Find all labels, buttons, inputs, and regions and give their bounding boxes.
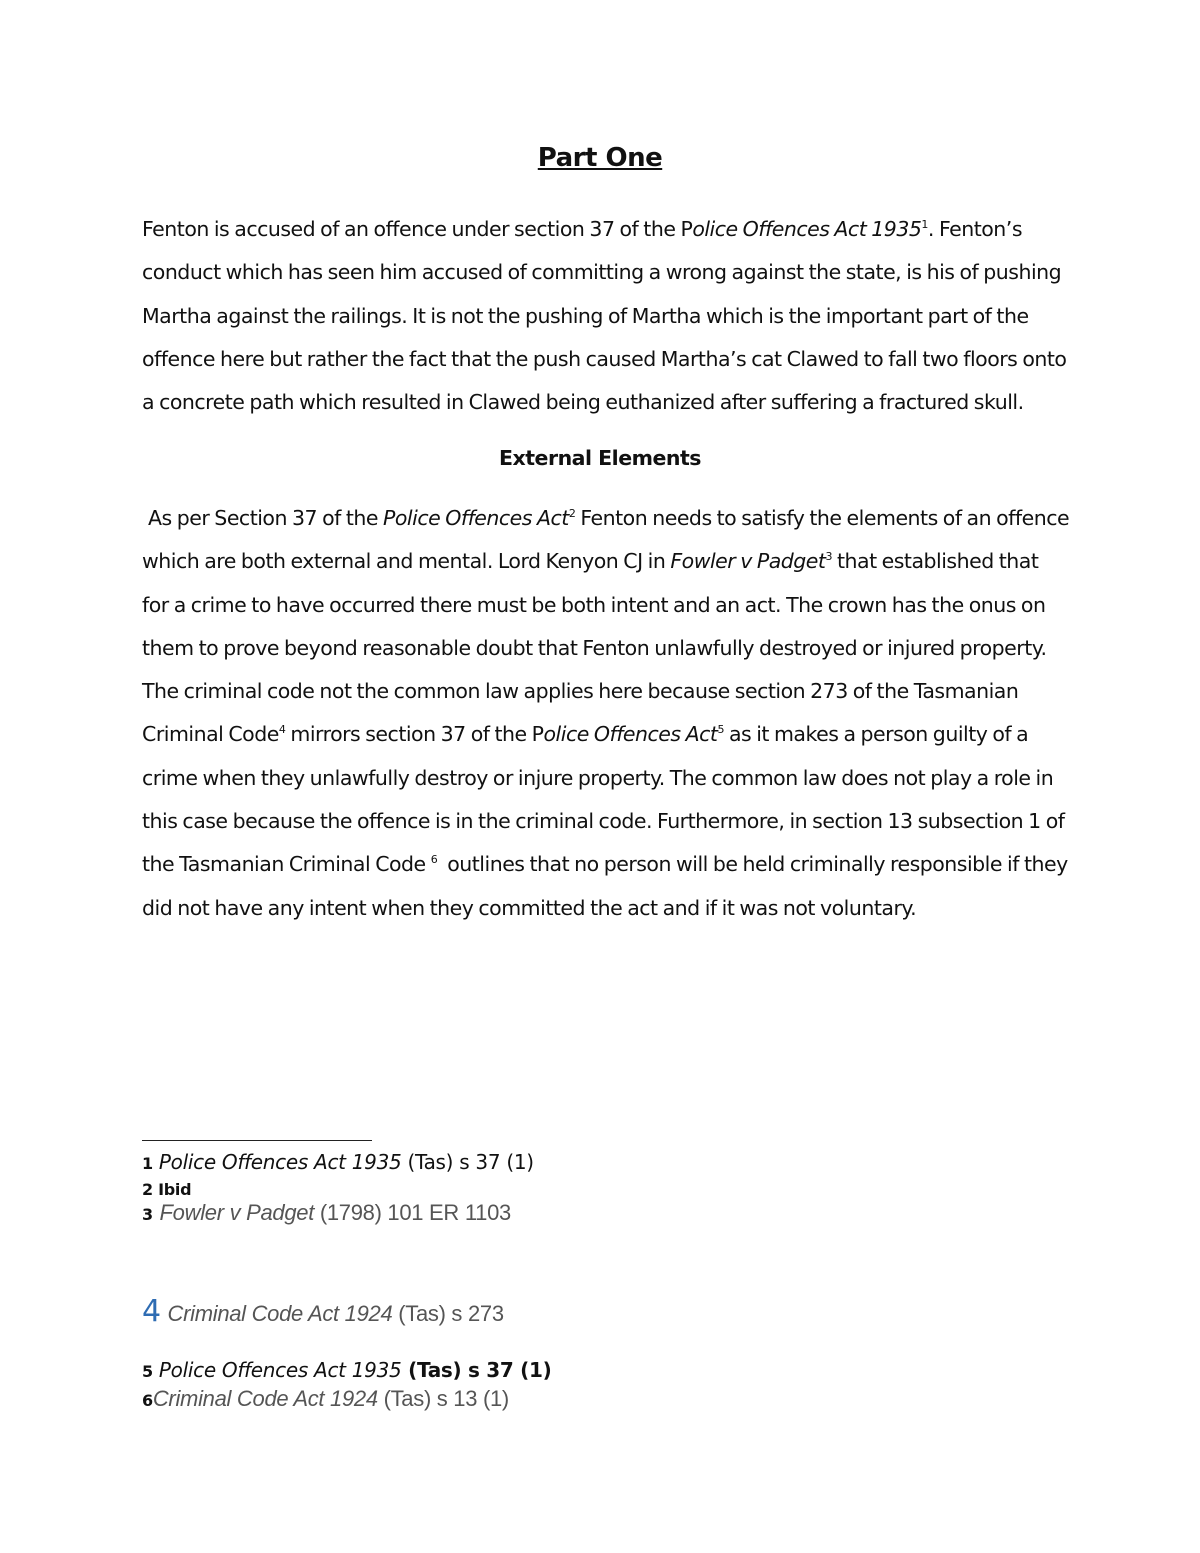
- text-line: offence here but rather the fact that the push caused Martha’s cat Clawed to fall two floors onto: [142, 346, 1067, 371]
- section-heading: External Elements: [499, 446, 701, 470]
- text-line: the Tasmanian Criminal Code $^6$ outlines that no person will be held criminally responsible if they: [142, 852, 1068, 877]
- footnote-ref: 2: [568, 507, 576, 521]
- footnote-4: 4 Criminal Code Act 1924 (Tas) s 273: [142, 1294, 504, 1329]
- footnote-2: 2 Ibid: [142, 1180, 192, 1199]
- footnote-1: 1 Police Offences Act 1935 (Tas) s 37 (1): [142, 1150, 534, 1174]
- footnote-ref: 4: [278, 723, 286, 737]
- footnote-separator: [142, 1140, 372, 1141]
- text-line: them to prove beyond reasonable doubt that Fenton unlawfully destroyed or injured property.: [142, 635, 1047, 660]
- page-title: Part One: [537, 143, 663, 173]
- intro-paragraph: [142, 208, 1072, 424]
- text-line: Criminal Code$^4$ mirrors section 37 of the Police Offences Act$^5$ as it makes a person guilty of a: [142, 722, 1029, 747]
- text-line: this case because the offence is in the criminal code. Furthermore, in section 13 subsection 1 of: [142, 809, 1065, 834]
- text-line: Martha against the railings. It is not the pushing of Martha which is the important part of the: [142, 303, 1029, 328]
- text-line: conduct which has seen him accused of committing a wrong against the state, is his of pushing: [142, 260, 1062, 285]
- footnote-ref: 3: [825, 550, 832, 564]
- text-line: Fenton is accused of an offence under section 37 of the Police Offences Act 1935$^1$. Fenton’s: [142, 217, 1022, 241]
- text-line: a concrete path which resulted in Clawed being euthanized after suffering a fractured skull.: [142, 390, 1024, 415]
- body-paragraph: [142, 497, 1072, 930]
- text-line: which are both external and mental. Lord Kenyon CJ in Fowler v Padget$^3$ that established that: [142, 549, 1039, 574]
- text-line: for a crime to have occurred there must be both intent and an act. The crown has the onus on: [142, 592, 1046, 617]
- text-line: The criminal code not the common law applies here because section 273 of the Tasmanian: [142, 679, 1019, 704]
- footnote-3: 3 Fowler v Padget (1798) 101 ER 1103: [142, 1200, 511, 1225]
- footnote-ref: 6: [430, 853, 438, 867]
- footnote-ref: 1: [921, 218, 928, 232]
- footnote-6: 6Criminal Code Act 1924 (Tas) s 13 (1): [142, 1386, 509, 1411]
- footnote-ref: 5: [717, 723, 724, 737]
- text-line: As per Section 37 of the Police Offences Act$^2$ Fenton needs to satisfy the elements of an offence: [142, 506, 1070, 530]
- text-line: crime when they unlawfully destroy or injure property. The common law does not play a role in: [142, 765, 1054, 790]
- text-line: did not have any intent when they committed the act and if it was not voluntary.: [142, 895, 917, 920]
- footnote-5: 5 Police Offences Act 1935 (Tas) s 37 (1): [142, 1358, 552, 1382]
